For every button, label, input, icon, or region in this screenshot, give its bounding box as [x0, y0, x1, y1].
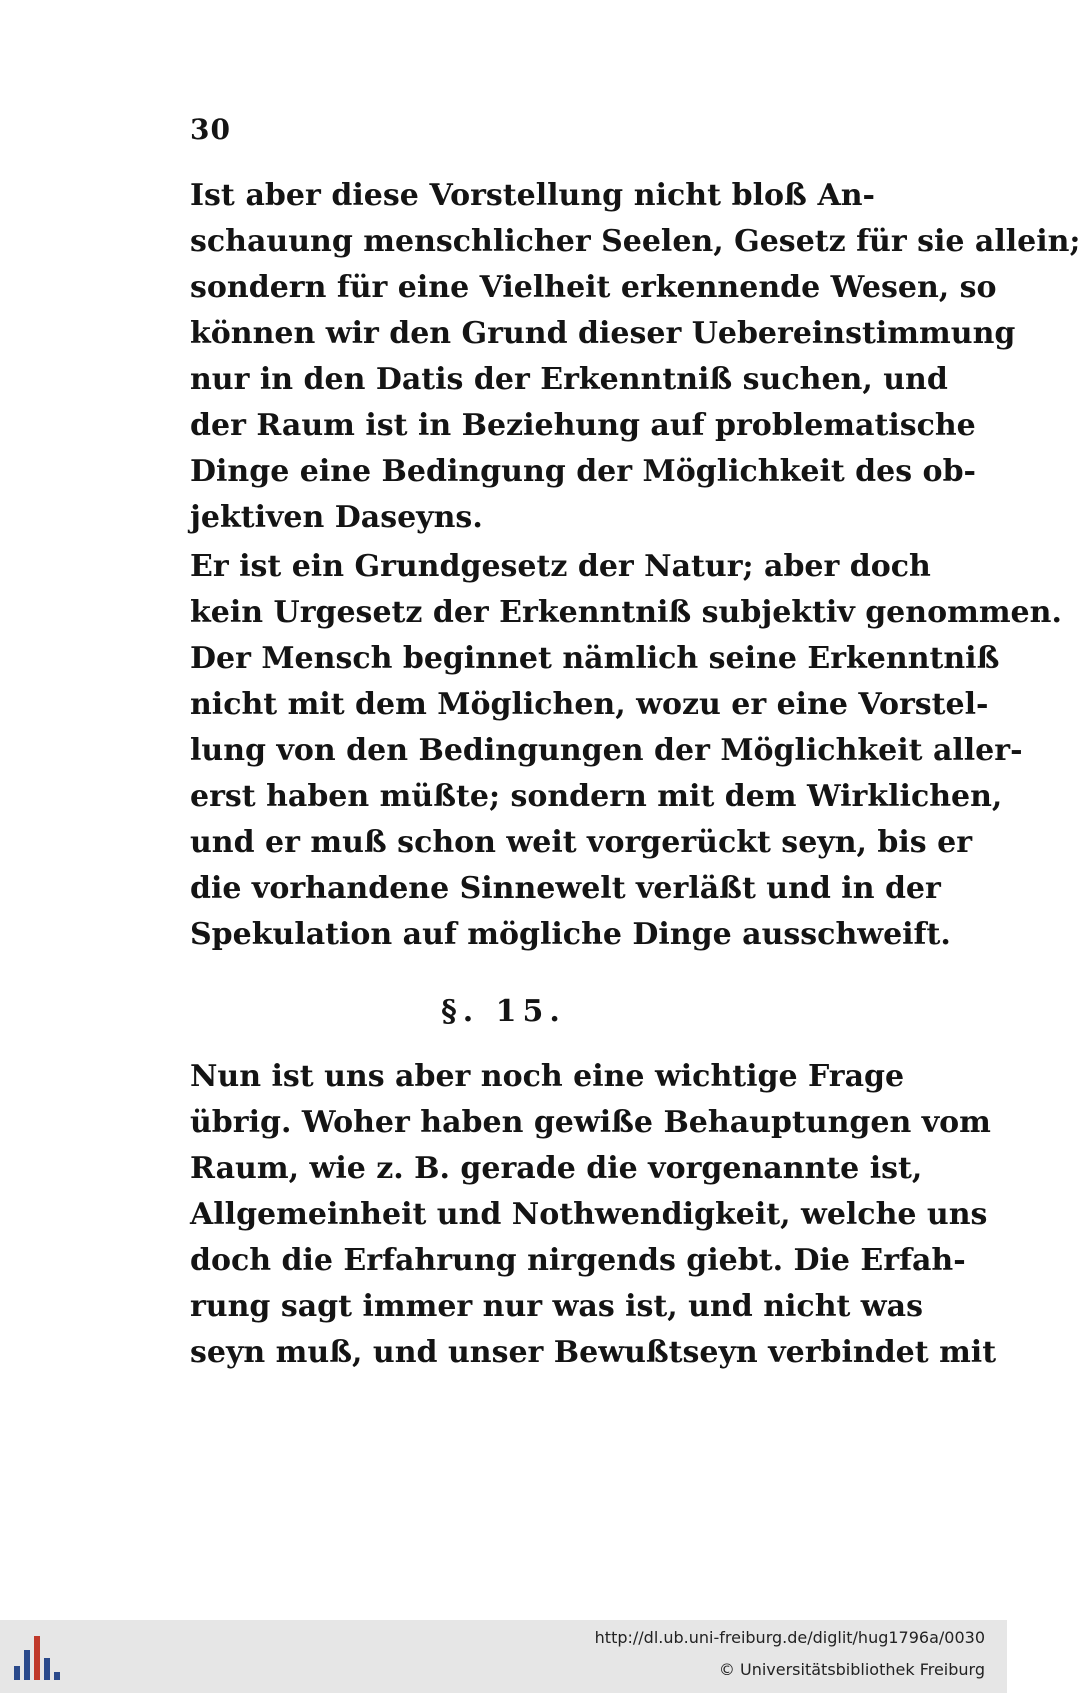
- text-line: Der Mensch beginnet nämlich seine Erkenntniß: [190, 641, 1000, 676]
- logo-bar: [14, 1666, 20, 1680]
- text-line: Er ist ein Grundgesetz der Natur; aber doch: [190, 549, 931, 584]
- text-line: jektiven Daseyns.: [190, 500, 483, 535]
- text-line: der Raum ist in Beziehung auf problematische: [190, 408, 976, 443]
- text-line: doch die Erfahrung nirgends giebt. Die Erfah-: [190, 1243, 966, 1278]
- text-line: die vorhandene Sinnewelt verläßt und in der: [190, 871, 941, 906]
- text-line: Spekulation auf mögliche Dinge ausschweift.: [190, 917, 951, 952]
- copyright-notice: © Universitätsbibliothek Freiburg: [718, 1660, 985, 1679]
- text-line: Allgemeinheit und Nothwendigkeit, welche uns: [190, 1197, 988, 1232]
- text-line: nicht mit dem Möglichen, wozu er eine Vorstel-: [190, 687, 989, 722]
- page-number: 30: [190, 113, 231, 146]
- paragraph-3: [190, 1054, 997, 1376]
- paragraph-2: [190, 544, 1062, 958]
- logo-bar: [34, 1636, 40, 1680]
- text-line: sondern für eine Vielheit erkennende Wesen, so: [190, 270, 997, 305]
- logo-bar: [44, 1658, 50, 1680]
- text-line: Nun ist uns aber noch eine wichtige Frage: [190, 1059, 905, 1094]
- logo-bar: [24, 1650, 30, 1680]
- paragraph-1: [190, 173, 1081, 541]
- text-line: schauung menschlicher Seelen, Gesetz für sie allein;: [190, 224, 1081, 259]
- text-line: rung sagt immer nur was ist, und nicht was: [190, 1289, 923, 1324]
- text-line: seyn muß, und unser Bewußtseyn verbindet mit: [190, 1335, 997, 1370]
- section-heading: §. 15.: [441, 994, 566, 1029]
- text-line: Dinge eine Bedingung der Möglichkeit des ob-: [190, 454, 976, 489]
- text-line: können wir den Grund dieser Uebereinstimmung: [190, 316, 1016, 351]
- permalink-url[interactable]: http://dl.ub.uni-freiburg.de/diglit/hug1796a/0030: [594, 1628, 985, 1647]
- text-line: und er muß schon weit vorgerückt seyn, bis er: [190, 825, 973, 860]
- library-logo-icon: [14, 1636, 64, 1680]
- text-line: übrig. Woher haben gewiße Behauptungen vom: [190, 1105, 991, 1140]
- text-line: erst haben müßte; sondern mit dem Wirklichen,: [190, 779, 1003, 814]
- text-line: nur in den Datis der Erkenntniß suchen, und: [190, 362, 948, 397]
- text-line: Raum, wie z. B. gerade die vorgenannte ist,: [190, 1151, 923, 1186]
- text-line: kein Urgesetz der Erkenntniß subjektiv genommen.: [190, 595, 1062, 630]
- text-line: lung von den Bedingungen der Möglichkeit aller-: [190, 733, 1023, 768]
- text-line: Ist aber diese Vorstellung nicht bloß An-: [190, 178, 875, 213]
- footer-bar: [0, 1620, 1007, 1693]
- logo-bar: [54, 1672, 60, 1680]
